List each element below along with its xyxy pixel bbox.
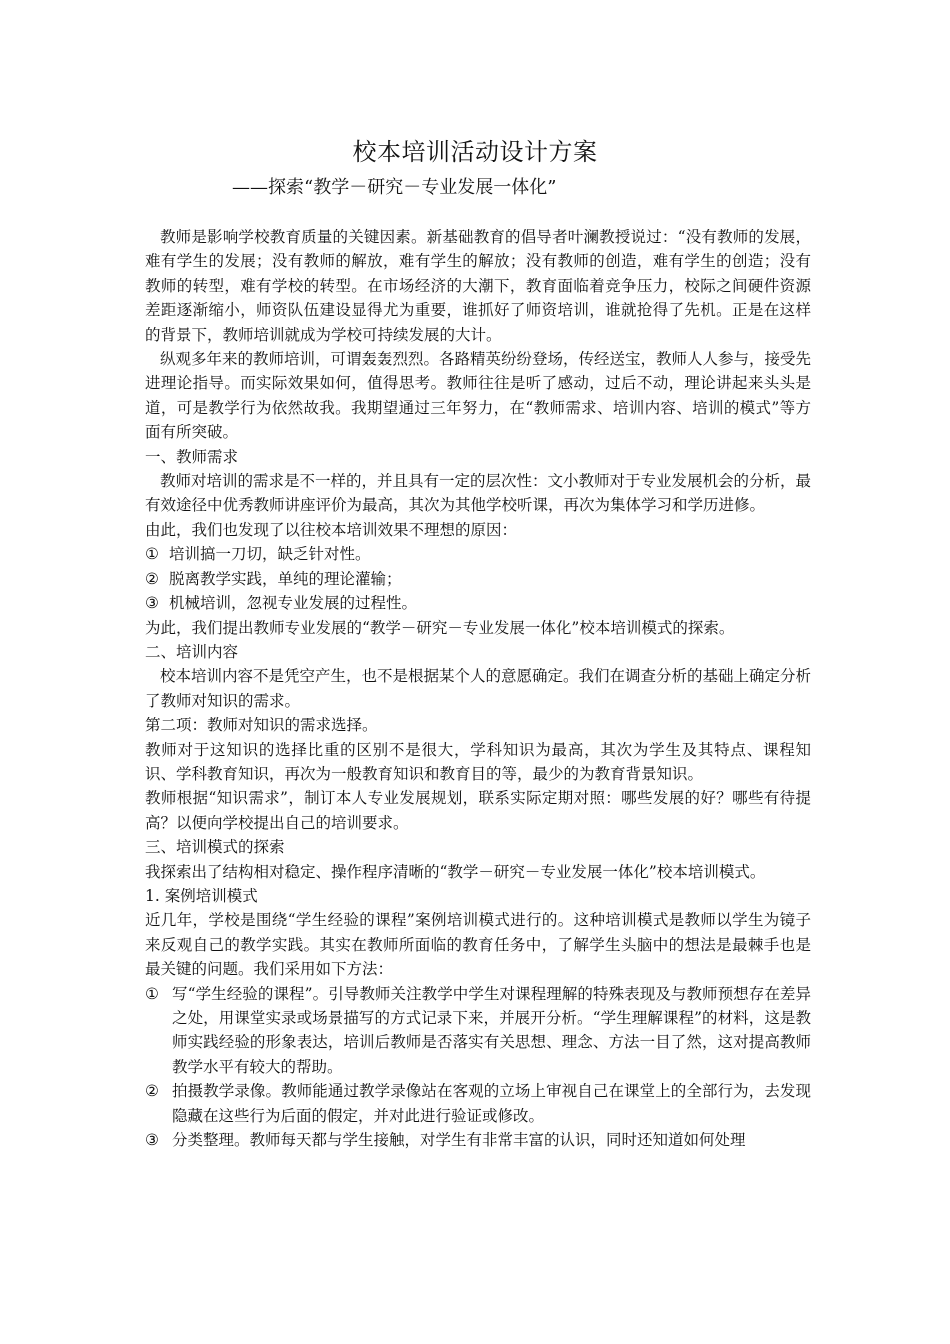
paragraph: 教师对培训的需求是不一样的，并且具有一定的层次性：文小教师对于专业发展机会的分析，最有效途径中优秀教师讲座评价为最高，其次为其他学校听课，再次为集体学习和学历进修。	[145, 472, 812, 515]
section-heading: 二、培训内容	[145, 642, 239, 661]
paragraph: 近几年，学校是围绕“学生经验的课程”案例培训模式进行的。这种培训模式是教师以学生为镜子来反观自己的教学实践。其实在教师所面临的教育任务中，了解学生头脑中的想法是最棘手也是最关键的问题。我们采用如下方法：	[145, 911, 811, 979]
list-item-text: 写“学生经验的课程”。引导教师关注教学中学生对课程理解的特殊表现及与教师预想存在差异之处，用课堂实录或场景描写的方式记录下来，并展开分析。“学生理解课程”的材料，这是教师实践经验的形象表达，培训后教师是否落实有关思想、理念、方法一目了然，这对提高教师教学水平有较大的帮助。	[172, 984, 811, 1076]
intro-paragraph: 纵观多年来的教师培训，可谓轰轰烈烈。各路精英纷纷登场，传经送宝，教师人人参与，接受先进理论指导。而实际效果如何，值得思考。教师往往是听了感动，过后不动，理论讲起来头头是道，可是教学行为依然故我。我期望通过三年努力，在“教师需求、培训内容、培训的模式”等方面有所突破。	[145, 350, 812, 442]
list-item-text: 机械培训，忽视专业发展的过程性。	[169, 594, 418, 613]
list-item-text: 分类整理。教师每天都与学生接触，对学生有非常丰富的认识，同时还知道如何处理	[172, 1131, 746, 1150]
list-number: ②	[145, 569, 159, 588]
list-number: ②	[145, 1082, 159, 1101]
intro-paragraph: 教师是影响学校教育质量的关键因素。新基础教育的倡导者叶澜教授说过：“没有教师的发展，难有学生的发展；没有教师的解放，难有学生的解放；没有教师的创造，难有学生的创造；没有教师的转型，难有学校的转型。在市场经济的大潮下，教育面临着竞争压力，校际之间硬件资源差距逐渐缩小，师资队伍建设显得尤为重要，谁抓好了师资培训，谁就抢得了先机。正是在这样的背景下，教师培训就成为学校可持续发展的大计。	[145, 228, 811, 344]
paragraph: 第二项：教师对知识的需求选择。	[145, 716, 378, 735]
document-title: 校本培训活动设计方案	[352, 138, 598, 166]
paragraph: 为此，我们提出教师专业发展的“教学－研究－专业发展一体化”校本培训模式的探索。	[145, 618, 735, 637]
list-item	[145, 567, 811, 591]
list-item	[145, 982, 811, 1080]
list-number: ③	[145, 594, 159, 613]
paragraph: 教师对于这知识的选择比重的区别不是很大，学科知识为最高，其次为学生及其特点、课程知识、学科教育知识，再次为一般教育知识和教育目的等，最少的为教育背景知识。	[145, 740, 811, 783]
sub-heading: 1. 案例培训模式	[145, 886, 258, 905]
list-item	[145, 1079, 811, 1128]
paragraph: 我探索出了结构相对稳定、操作程序清晰的“教学－研究－专业发展一体化”校本培训模式。	[145, 862, 766, 881]
document-body	[145, 225, 811, 1152]
list-number: ③	[145, 1131, 159, 1150]
list-item	[145, 591, 811, 615]
list-item	[145, 1128, 811, 1152]
list-item	[145, 542, 811, 566]
list-item-text: 脱离教学实践，单纯的理论灌输；	[169, 569, 402, 588]
paragraph: 校本培训内容不是凭空产生，也不是根据某个人的意愿确定。我们在调查分析的基础上确定分析了教师对知识的需求。	[145, 667, 812, 710]
section-heading: 一、教师需求	[145, 447, 239, 466]
paragraph: 教师根据“知识需求”，制订本人专业发展规划，联系实际定期对照：哪些发展的好？哪些有待提高？以便向学校提出自己的培训要求。	[145, 789, 811, 832]
list-number: ①	[145, 984, 159, 1003]
section-heading: 三、培训模式的探索	[145, 838, 285, 857]
list-item-text: 培训搞一刀切，缺乏针对性。	[169, 545, 371, 564]
list-item-text: 拍摄教学录像。教师能通过教学录像站在客观的立场上审视自己在课堂上的全部行为，去发现隐藏在这些行为后面的假定，并对此进行验证或修改。	[172, 1082, 811, 1125]
list-number: ①	[145, 545, 159, 564]
document-subtitle: ——探索“教学－研究－专业发展一体化”	[232, 177, 557, 198]
paragraph: 由此，我们也发现了以往校本培训效果不理想的原因：	[145, 520, 518, 539]
